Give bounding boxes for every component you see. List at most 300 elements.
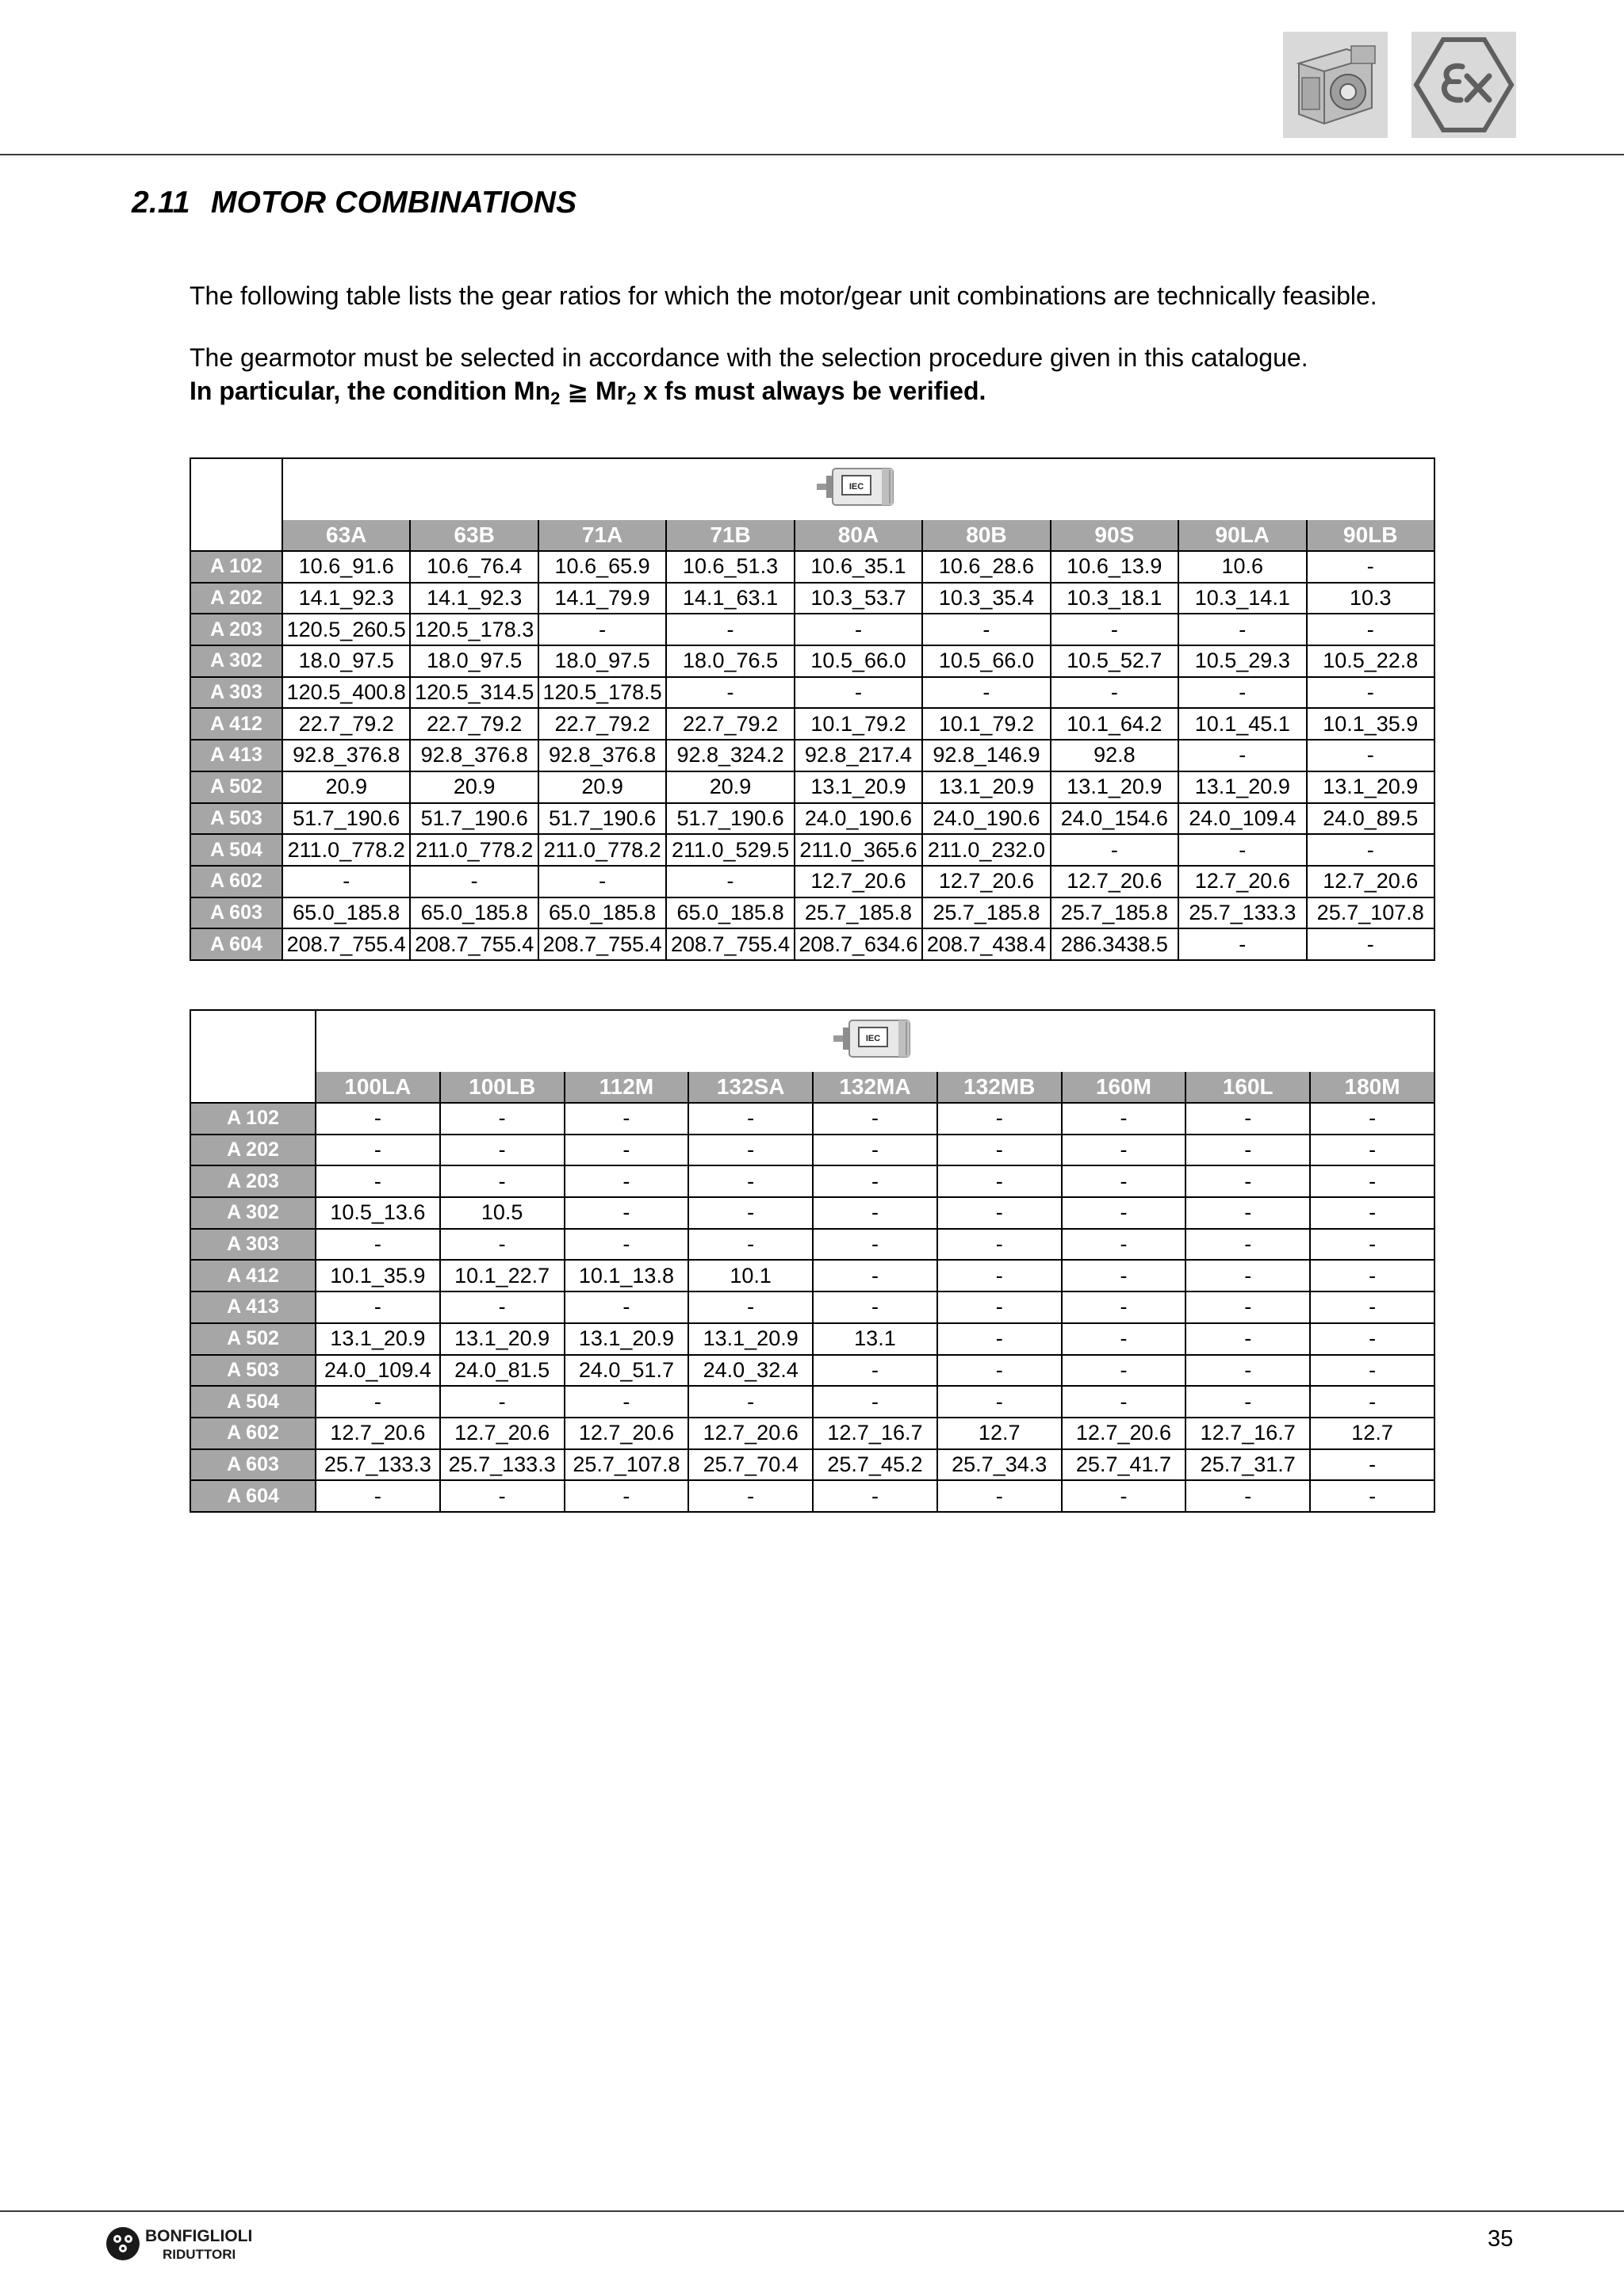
iec-motor-icon xyxy=(815,462,902,511)
table-cell: - xyxy=(1310,1355,1434,1387)
table-cell: - xyxy=(1051,834,1178,866)
table-cell: 14.1_92.3 xyxy=(282,583,410,614)
table-cell: - xyxy=(666,677,794,709)
table-cell: - xyxy=(565,1103,689,1135)
table-cell: - xyxy=(1307,551,1435,583)
motor-combination-table-2 xyxy=(190,1009,1435,1513)
table-cell: 25.7_133.3 xyxy=(316,1449,440,1481)
table-cell: 92.8_217.4 xyxy=(795,740,922,771)
table-cell: - xyxy=(1185,1260,1310,1292)
table-cell: 120.5_314.5 xyxy=(410,677,538,709)
table-row xyxy=(190,1449,1434,1481)
table-cell: - xyxy=(813,1386,937,1418)
table-cell: - xyxy=(1062,1229,1186,1261)
column-header: 63A xyxy=(282,520,410,551)
table-cell: 10.3_14.1 xyxy=(1178,583,1306,614)
table-cell: - xyxy=(688,1386,813,1418)
table-cell: 12.7_20.6 xyxy=(922,866,1050,897)
table-cell: 10.5_13.6 xyxy=(316,1197,440,1229)
table-cell: 10.5_52.7 xyxy=(1051,645,1178,677)
table-cell: - xyxy=(1310,1197,1434,1229)
row-header: A 602 xyxy=(190,1418,316,1449)
table-cell: 10.1 xyxy=(688,1260,813,1292)
table-cell: - xyxy=(1310,1103,1434,1135)
page-number: 35 xyxy=(1488,2226,1514,2252)
table-cell: 25.7_107.8 xyxy=(565,1449,689,1481)
table-cell: - xyxy=(1310,1449,1434,1481)
table-cell: 14.1_79.9 xyxy=(538,583,666,614)
table-cell: 25.7_70.4 xyxy=(688,1449,813,1481)
table-cell: - xyxy=(813,1229,937,1261)
table-cell: 18.0_97.5 xyxy=(282,645,410,677)
svg-text:BONFIGLIOLI: BONFIGLIOLI xyxy=(145,2227,253,2245)
table-cell: 120.5_260.5 xyxy=(282,614,410,645)
column-header: 90LA xyxy=(1178,520,1306,551)
table-cell: - xyxy=(316,1103,440,1135)
table-cell: - xyxy=(565,1229,689,1261)
row-header: A 604 xyxy=(190,928,282,960)
table-cell: 51.7_190.6 xyxy=(410,803,538,835)
table-cell: - xyxy=(1062,1480,1186,1512)
table-cell: - xyxy=(1310,1480,1434,1512)
table-cell: 92.8_376.8 xyxy=(410,740,538,771)
table-cell: 14.1_63.1 xyxy=(666,583,794,614)
table-cell: - xyxy=(565,1292,689,1323)
table-row xyxy=(190,1103,1434,1135)
row-header: A 412 xyxy=(190,708,282,740)
table-cell: - xyxy=(795,677,922,709)
table-cell: - xyxy=(1062,1165,1186,1197)
table-cell: 10.1_13.8 xyxy=(565,1260,689,1292)
table-cell: 10.5_66.0 xyxy=(795,645,922,677)
table-cell: 208.7_755.4 xyxy=(538,928,666,960)
row-header: A 602 xyxy=(190,866,282,897)
table-cell: - xyxy=(937,1197,1062,1229)
column-header: 160M xyxy=(1062,1072,1186,1103)
table-cell: 25.7_107.8 xyxy=(1307,897,1435,929)
section-title xyxy=(132,186,576,220)
table-cell: 12.7_20.6 xyxy=(1062,1418,1186,1449)
table-cell: 25.7_34.3 xyxy=(937,1449,1062,1481)
table-row xyxy=(190,677,1434,709)
table-cell: 10.3_35.4 xyxy=(922,583,1050,614)
column-header: 71B xyxy=(666,520,794,551)
table-cell: - xyxy=(937,1480,1062,1512)
table-cell: - xyxy=(813,1197,937,1229)
table-cell: - xyxy=(1185,1480,1310,1512)
iec-motor-cell xyxy=(316,1010,1434,1072)
row-header: A 502 xyxy=(190,771,282,803)
column-header: 112M xyxy=(565,1072,689,1103)
table-cell: - xyxy=(538,614,666,645)
table-cell: - xyxy=(1307,614,1435,645)
table-cell: - xyxy=(440,1165,565,1197)
iec-motor-icon xyxy=(832,1014,919,1063)
table-cell: - xyxy=(1062,1292,1186,1323)
table-cell: 10.6_65.9 xyxy=(538,551,666,583)
header-rule xyxy=(0,154,1624,155)
table-cell: 20.9 xyxy=(538,771,666,803)
column-header: 132MA xyxy=(813,1072,937,1103)
table-cell: 65.0_185.8 xyxy=(538,897,666,929)
table-cell: 12.7 xyxy=(937,1418,1062,1449)
table-cell: 10.5 xyxy=(440,1197,565,1229)
table-cell: 208.7_755.4 xyxy=(410,928,538,960)
table-cell: - xyxy=(440,1480,565,1512)
table-cell: - xyxy=(1307,928,1435,960)
table-cell: - xyxy=(937,1355,1062,1387)
table-cell: 13.1_20.9 xyxy=(565,1323,689,1355)
table-cell: - xyxy=(1062,1260,1186,1292)
table-cell: - xyxy=(937,1103,1062,1135)
row-header: A 603 xyxy=(190,897,282,929)
table-cell: - xyxy=(1310,1386,1434,1418)
table-row xyxy=(190,551,1434,583)
table-cell: - xyxy=(937,1229,1062,1261)
table-cell: 51.7_190.6 xyxy=(282,803,410,835)
table-cell: 14.1_92.3 xyxy=(410,583,538,614)
table-cell: 10.6 xyxy=(1178,551,1306,583)
row-header: A 203 xyxy=(190,614,282,645)
table-corner xyxy=(190,458,282,551)
table-cell: - xyxy=(813,1260,937,1292)
table-cell: - xyxy=(666,614,794,645)
table-cell: - xyxy=(688,1480,813,1512)
column-header: 100LB xyxy=(440,1072,565,1103)
table-cell: - xyxy=(1185,1386,1310,1418)
table-cell: - xyxy=(937,1323,1062,1355)
table-row xyxy=(190,740,1434,771)
table-cell: - xyxy=(316,1386,440,1418)
row-header: A 202 xyxy=(190,1135,316,1166)
table-cell: - xyxy=(282,866,410,897)
table-cell: 10.3 xyxy=(1307,583,1435,614)
table-cell: 24.0_89.5 xyxy=(1307,803,1435,835)
table-cell: - xyxy=(1062,1197,1186,1229)
table-cell: 211.0_365.6 xyxy=(795,834,922,866)
table-cell: 12.7_20.6 xyxy=(1178,866,1306,897)
table-cell: 13.1_20.9 xyxy=(1178,771,1306,803)
table-cell: 22.7_79.2 xyxy=(666,708,794,740)
table-cell: - xyxy=(538,866,666,897)
table-cell: - xyxy=(937,1386,1062,1418)
table-cell: - xyxy=(688,1197,813,1229)
table-cell: 211.0_778.2 xyxy=(410,834,538,866)
table-cell: - xyxy=(1185,1197,1310,1229)
table-cell: 18.0_97.5 xyxy=(538,645,666,677)
table-cell: 12.7_20.6 xyxy=(440,1418,565,1449)
table-cell: - xyxy=(1178,834,1306,866)
table-row xyxy=(190,614,1434,645)
table-cell: - xyxy=(1178,740,1306,771)
row-header: A 604 xyxy=(190,1480,316,1512)
table-row xyxy=(190,1323,1434,1355)
table-cell: - xyxy=(688,1165,813,1197)
table-row xyxy=(190,834,1434,866)
table-row xyxy=(190,1480,1434,1512)
row-header: A 503 xyxy=(190,803,282,835)
table-row xyxy=(190,1165,1434,1197)
row-header: A 504 xyxy=(190,834,282,866)
table-row xyxy=(190,803,1434,835)
table-cell: - xyxy=(1310,1165,1434,1197)
table-cell: 65.0_185.8 xyxy=(410,897,538,929)
table-cell: 22.7_79.2 xyxy=(282,708,410,740)
table-cell: 10.1_35.9 xyxy=(1307,708,1435,740)
table-cell: 12.7_20.6 xyxy=(316,1418,440,1449)
table-cell: - xyxy=(688,1229,813,1261)
column-header: 100LA xyxy=(316,1072,440,1103)
table-cell: 10.6_76.4 xyxy=(410,551,538,583)
table-cell: - xyxy=(1178,928,1306,960)
table-cell: 12.7 xyxy=(1310,1418,1434,1449)
table-cell: - xyxy=(922,677,1050,709)
table-cell: 25.7_41.7 xyxy=(1062,1449,1186,1481)
table-cell: - xyxy=(316,1165,440,1197)
table-cell: 10.1_45.1 xyxy=(1178,708,1306,740)
column-header: 132MB xyxy=(937,1072,1062,1103)
row-header: A 412 xyxy=(190,1260,316,1292)
table-cell: - xyxy=(1185,1355,1310,1387)
table-cell: - xyxy=(937,1165,1062,1197)
table-row xyxy=(190,897,1434,929)
table-cell: 208.7_755.4 xyxy=(282,928,410,960)
table-row xyxy=(190,645,1434,677)
table-cell: 10.5_29.3 xyxy=(1178,645,1306,677)
motor-combination-table-1 xyxy=(190,457,1435,961)
table-cell: - xyxy=(440,1135,565,1166)
table-cell: - xyxy=(1307,740,1435,771)
table-cell: - xyxy=(1062,1103,1186,1135)
column-header: 90S xyxy=(1051,520,1178,551)
table-cell: 25.7_31.7 xyxy=(1185,1449,1310,1481)
table-cell: - xyxy=(813,1355,937,1387)
row-header: A 303 xyxy=(190,677,282,709)
table-cell: 22.7_79.2 xyxy=(410,708,538,740)
table-cell: - xyxy=(316,1229,440,1261)
table-cell: 10.6_13.9 xyxy=(1051,551,1178,583)
row-header: A 503 xyxy=(190,1355,316,1387)
row-header: A 413 xyxy=(190,740,282,771)
table-row xyxy=(190,1229,1434,1261)
table-cell: 24.0_190.6 xyxy=(795,803,922,835)
table-cell: 208.7_634.6 xyxy=(795,928,922,960)
table-cell: - xyxy=(1185,1292,1310,1323)
row-header: A 203 xyxy=(190,1165,316,1197)
table-cell: 10.1_79.2 xyxy=(795,708,922,740)
table-cell: - xyxy=(1051,614,1178,645)
table-cell: 92.8_376.8 xyxy=(282,740,410,771)
table-cell: 13.1_20.9 xyxy=(1307,771,1435,803)
table-cell: 92.8 xyxy=(1051,740,1178,771)
table-cell: 211.0_529.5 xyxy=(666,834,794,866)
table-cell: - xyxy=(440,1229,565,1261)
table-cell: 10.6_35.1 xyxy=(795,551,922,583)
column-header: 132SA xyxy=(688,1072,813,1103)
row-header: A 302 xyxy=(190,1197,316,1229)
table-cell: 25.7_185.8 xyxy=(1051,897,1178,929)
column-header: 63B xyxy=(410,520,538,551)
table-cell: 12.7_20.6 xyxy=(565,1418,689,1449)
table-row xyxy=(190,708,1434,740)
table-row xyxy=(190,583,1434,614)
table-cell: - xyxy=(1178,677,1306,709)
table-cell: 12.7_20.6 xyxy=(1051,866,1178,897)
table-cell: 20.9 xyxy=(282,771,410,803)
table-cell: - xyxy=(410,866,538,897)
table-cell: 10.1_22.7 xyxy=(440,1260,565,1292)
table-cell: - xyxy=(565,1197,689,1229)
table-cell: - xyxy=(688,1292,813,1323)
verification-condition: In particular, the condition $Mn_2$ ≧ $Mr_2$ x fs must always be verified. xyxy=(190,377,986,408)
row-header: A 502 xyxy=(190,1323,316,1355)
table-cell: 24.0_109.4 xyxy=(1178,803,1306,835)
table-cell: - xyxy=(1051,677,1178,709)
table-cell: 25.7_133.3 xyxy=(1178,897,1306,929)
footer-rule xyxy=(0,2210,1624,2212)
row-header: A 102 xyxy=(190,551,282,583)
table-cell: 25.7_133.3 xyxy=(440,1449,565,1481)
table-cell: 13.1_20.9 xyxy=(440,1323,565,1355)
column-header: 160L xyxy=(1185,1072,1310,1103)
table-cell: 20.9 xyxy=(410,771,538,803)
table-cell: - xyxy=(1307,834,1435,866)
table-cell: 65.0_185.8 xyxy=(282,897,410,929)
table-cell: - xyxy=(688,1103,813,1135)
table-cell: - xyxy=(1185,1323,1310,1355)
column-header: 71A xyxy=(538,520,666,551)
column-header: 80B xyxy=(922,520,1050,551)
intro-paragraph-2: The gearmotor must be selected in accordance with the selection procedure given in this catalogue. xyxy=(190,343,1308,372)
table-cell: - xyxy=(937,1260,1062,1292)
table-cell: 18.0_76.5 xyxy=(666,645,794,677)
iec-motor-cell xyxy=(282,458,1434,520)
table-cell: 120.5_400.8 xyxy=(282,677,410,709)
table-cell: - xyxy=(813,1103,937,1135)
svg-text:IEC: IEC xyxy=(848,482,864,492)
table-cell: - xyxy=(1310,1323,1434,1355)
table-cell: 13.1_20.9 xyxy=(922,771,1050,803)
table-cell: 51.7_190.6 xyxy=(538,803,666,835)
table-cell: 12.7_16.7 xyxy=(1185,1418,1310,1449)
table-row xyxy=(190,771,1434,803)
table-cell: 20.9 xyxy=(666,771,794,803)
table-cell: 13.1_20.9 xyxy=(688,1323,813,1355)
table-row xyxy=(190,1418,1434,1449)
table-cell: - xyxy=(565,1480,689,1512)
table-cell: 13.1 xyxy=(813,1323,937,1355)
table-cell: 24.0_81.5 xyxy=(440,1355,565,1387)
table-cell: - xyxy=(1185,1103,1310,1135)
row-header: A 504 xyxy=(190,1386,316,1418)
table-cell: 65.0_185.8 xyxy=(666,897,794,929)
table-cell: 208.7_438.4 xyxy=(922,928,1050,960)
table-cell: - xyxy=(1062,1323,1186,1355)
table-row xyxy=(190,1386,1434,1418)
table-cell: 211.0_778.2 xyxy=(538,834,666,866)
table-row xyxy=(190,1135,1434,1166)
bonfiglioli-logo xyxy=(104,2221,278,2265)
table-cell: - xyxy=(795,614,922,645)
table-cell: - xyxy=(937,1292,1062,1323)
table-cell: 51.7_190.6 xyxy=(666,803,794,835)
table-cell: - xyxy=(1310,1135,1434,1166)
gearbox-icon xyxy=(1283,32,1388,138)
table-cell: - xyxy=(565,1165,689,1197)
table-cell: 10.5_66.0 xyxy=(922,645,1050,677)
table-cell: 211.0_232.0 xyxy=(922,834,1050,866)
table-cell: - xyxy=(1185,1165,1310,1197)
table-cell: 24.0_154.6 xyxy=(1051,803,1178,835)
table-cell: - xyxy=(937,1135,1062,1166)
section-number: 2.11 xyxy=(132,186,190,220)
table-cell: 10.6_91.6 xyxy=(282,551,410,583)
table-cell: 10.1_79.2 xyxy=(922,708,1050,740)
table-cell: - xyxy=(666,866,794,897)
table-cell: - xyxy=(1310,1260,1434,1292)
table-row xyxy=(190,1260,1434,1292)
table-cell: 10.3_18.1 xyxy=(1051,583,1178,614)
table-cell: - xyxy=(440,1292,565,1323)
table-cell: 24.0_32.4 xyxy=(688,1355,813,1387)
table-cell: - xyxy=(316,1480,440,1512)
table-cell: - xyxy=(1185,1135,1310,1166)
column-header: 80A xyxy=(795,520,922,551)
table-cell: - xyxy=(922,614,1050,645)
table-cell: 10.6_28.6 xyxy=(922,551,1050,583)
svg-text:RIDUTTORI: RIDUTTORI xyxy=(163,2247,236,2262)
table-cell: - xyxy=(688,1135,813,1166)
table-cell: 10.1_64.2 xyxy=(1051,708,1178,740)
table-cell: 25.7_45.2 xyxy=(813,1449,937,1481)
table-row xyxy=(190,928,1434,960)
table-cell: - xyxy=(565,1135,689,1166)
table-cell: 92.8_376.8 xyxy=(538,740,666,771)
table-cell: - xyxy=(565,1386,689,1418)
row-header: A 413 xyxy=(190,1292,316,1323)
table-corner xyxy=(190,1010,316,1103)
table-cell: - xyxy=(813,1165,937,1197)
table-cell: 13.1_20.9 xyxy=(316,1323,440,1355)
table-cell: - xyxy=(1310,1229,1434,1261)
table-cell: 25.7_185.8 xyxy=(795,897,922,929)
table-cell: - xyxy=(813,1480,937,1512)
table-cell: 211.0_778.2 xyxy=(282,834,410,866)
row-header: A 302 xyxy=(190,645,282,677)
table-cell: 120.5_178.3 xyxy=(410,614,538,645)
table-cell: - xyxy=(813,1292,937,1323)
table-cell: 10.3_53.7 xyxy=(795,583,922,614)
table-cell: 92.8_324.2 xyxy=(666,740,794,771)
table-cell: 12.7_20.6 xyxy=(795,866,922,897)
table-cell: - xyxy=(1185,1229,1310,1261)
section-heading: MOTOR COMBINATIONS xyxy=(210,186,577,220)
table-cell: - xyxy=(316,1135,440,1166)
row-header: A 102 xyxy=(190,1103,316,1135)
table-cell: 10.5_22.8 xyxy=(1307,645,1435,677)
atex-ex-icon xyxy=(1411,32,1516,138)
table-cell: 120.5_178.5 xyxy=(538,677,666,709)
table-cell: 12.7_16.7 xyxy=(813,1418,937,1449)
table-row xyxy=(190,1197,1434,1229)
column-header: 90LB xyxy=(1307,520,1435,551)
svg-text:IEC: IEC xyxy=(865,1034,880,1043)
table-cell: 13.1_20.9 xyxy=(1051,771,1178,803)
table-cell: 25.7_185.8 xyxy=(922,897,1050,929)
table-cell: - xyxy=(440,1386,565,1418)
table-cell: - xyxy=(1062,1355,1186,1387)
row-header: A 603 xyxy=(190,1449,316,1481)
